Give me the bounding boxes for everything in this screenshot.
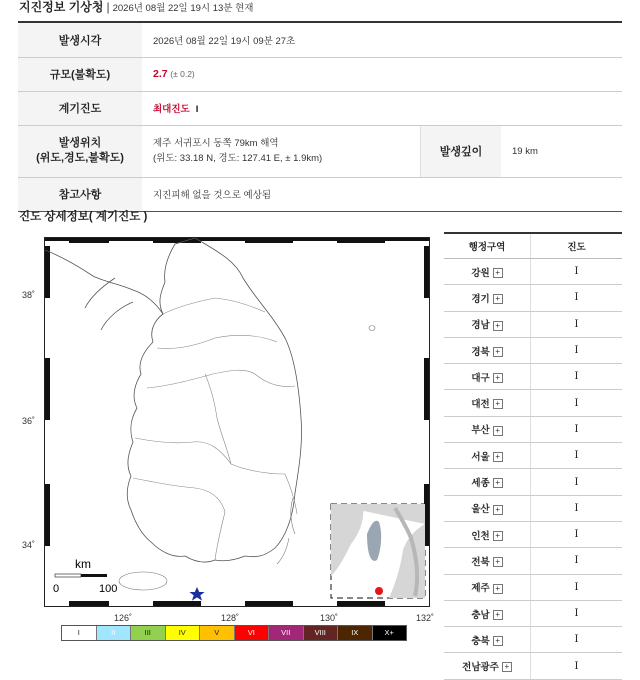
intensity-cell — [531, 416, 623, 442]
intensity-column-header: 진도 — [531, 233, 623, 259]
location-label — [18, 125, 142, 177]
region-row — [444, 311, 622, 337]
intensity-cell — [531, 337, 623, 363]
region-name: 강원 — [471, 267, 490, 279]
legend-item: III — [131, 626, 166, 640]
intensity-cell — [531, 495, 623, 521]
region-name: 인천 — [471, 530, 490, 542]
region-intensity: I — [574, 581, 579, 593]
region-name: 세종 — [471, 478, 490, 490]
intensity-cell — [531, 390, 623, 416]
location-value-line1: 제주 서귀포시 동쪽 79km 해역 — [153, 138, 279, 149]
depth-value: 19 km — [501, 125, 622, 177]
region-row — [444, 574, 622, 600]
lon-label-130: 130˚ — [320, 613, 339, 623]
inset-epicenter-marker — [375, 587, 383, 595]
region-name: 서울 — [471, 451, 490, 463]
region-cell — [444, 259, 531, 285]
expand-plus-icon[interactable]: + — [493, 478, 503, 488]
lat-label-34: 34˚ — [22, 540, 36, 550]
region-cell — [444, 495, 531, 521]
legend-item: VI — [235, 626, 270, 640]
expand-plus-icon[interactable]: + — [502, 662, 512, 672]
jeju-island — [119, 572, 167, 590]
region-name: 울산 — [471, 504, 490, 516]
region-intensity: I — [574, 608, 579, 619]
intensity-label: 계기진도 — [18, 91, 142, 125]
scale-end: 100 — [99, 583, 118, 595]
intensity-cell — [531, 548, 623, 574]
expand-plus-icon[interactable]: + — [493, 557, 503, 567]
expand-plus-icon[interactable]: + — [493, 373, 503, 383]
magnitude-label: 규모(불확도) — [18, 57, 142, 91]
legend-item: I — [62, 626, 97, 640]
region-row — [444, 600, 622, 626]
region-intensity: I — [574, 371, 579, 383]
expand-plus-icon[interactable]: + — [493, 347, 503, 357]
province-borders — [133, 298, 297, 560]
intensity-cell — [531, 364, 623, 390]
location-value — [142, 125, 421, 177]
region-row — [444, 443, 622, 469]
region-cell — [444, 600, 531, 626]
legend-item: X+ — [373, 626, 407, 640]
region-row — [444, 337, 622, 363]
region-name: 제주 — [471, 583, 490, 595]
expand-plus-icon[interactable]: + — [493, 610, 503, 620]
scale-unit: km — [75, 557, 91, 571]
region-row — [444, 259, 622, 285]
intensity-cell — [531, 521, 623, 547]
region-name: 대전 — [471, 399, 490, 411]
location-label-line2: (위도,경도,불확도) — [36, 152, 124, 164]
legend-item: IX — [338, 626, 373, 640]
note-value: 지진피해 없을 것으로 예상됨 — [142, 177, 622, 211]
region-column-header: 행정구역 — [444, 233, 531, 259]
magnitude-error: (± 0.2) — [170, 69, 195, 79]
expand-plus-icon[interactable]: + — [493, 584, 503, 594]
header-separator: | — [106, 0, 110, 14]
region-cell — [444, 390, 531, 416]
region-name: 전남광주 — [462, 662, 499, 674]
region-cell — [444, 521, 531, 547]
lat-label-38: 38˚ — [22, 290, 36, 300]
legend-item: V — [200, 626, 235, 640]
coastline — [45, 238, 302, 562]
scale-bar — [53, 557, 117, 595]
page-header — [19, 0, 253, 14]
region-cell — [444, 443, 531, 469]
region-name: 부산 — [471, 425, 490, 437]
region-name: 충남 — [471, 609, 490, 621]
depth-label: 발생깊이 — [421, 125, 502, 177]
time-value: 2026년 08월 22일 19시 09분 27초 — [142, 22, 622, 57]
region-intensity: I — [574, 450, 579, 462]
region-row — [444, 521, 622, 547]
region-cell — [444, 311, 531, 337]
expand-plus-icon[interactable]: + — [493, 636, 503, 646]
region-cell — [444, 337, 531, 363]
intensity-cell — [142, 91, 622, 125]
intensity-cell — [531, 574, 623, 600]
region-row — [444, 416, 622, 442]
region-name: 전북 — [471, 556, 490, 568]
region-intensity: I — [574, 555, 579, 567]
region-name: 대구 — [471, 372, 490, 384]
intensity-cell — [531, 259, 623, 285]
expand-plus-icon[interactable]: + — [493, 426, 503, 436]
page-title: 지진정보 기상청 — [19, 0, 104, 14]
intensity-cell — [531, 443, 623, 469]
expand-plus-icon[interactable]: + — [493, 321, 503, 331]
inset-map — [331, 504, 425, 598]
region-cell — [444, 653, 531, 679]
region-intensity: I — [574, 345, 579, 357]
lon-label-126: 126˚ — [114, 613, 133, 623]
header-timestamp: 2026년 08월 22일 19시 13분 현재 — [112, 3, 254, 14]
epicenter-star-icon — [189, 587, 204, 601]
lon-label-128: 128˚ — [221, 613, 240, 623]
intensity-cell — [531, 469, 623, 495]
legend-item: VIII — [304, 626, 339, 640]
expand-plus-icon[interactable]: + — [493, 505, 503, 515]
region-row — [444, 653, 622, 679]
region-intensity: I — [574, 476, 579, 488]
intensity-map — [44, 237, 430, 607]
region-cell — [444, 469, 531, 495]
earthquake-info-table — [18, 21, 622, 212]
lon-label-132: 132˚ — [416, 613, 435, 623]
region-intensity: I — [574, 502, 579, 514]
region-row — [444, 469, 622, 495]
magnitude-value: 2.7 — [153, 68, 168, 80]
region-cell — [444, 574, 531, 600]
region-cell — [444, 627, 531, 653]
expand-plus-icon[interactable]: + — [493, 399, 503, 409]
korea-map — [45, 238, 429, 606]
legend-item: IV — [166, 626, 201, 640]
region-row — [444, 627, 622, 653]
expand-plus-icon[interactable]: + — [493, 452, 503, 462]
intensity-cell — [531, 311, 623, 337]
region-cell — [444, 364, 531, 390]
ulleung-island — [369, 326, 375, 331]
lat-label-36: 36˚ — [22, 416, 36, 426]
intensity-cell — [531, 600, 623, 626]
region-intensity: I — [574, 397, 579, 409]
expand-plus-icon[interactable]: + — [493, 531, 503, 541]
intensity-legend — [61, 625, 407, 641]
intensity-cell — [531, 627, 623, 653]
legend-item: II — [97, 626, 132, 640]
scale-start: 0 — [53, 583, 60, 595]
expand-plus-icon[interactable]: + — [493, 294, 503, 304]
intensity-cell — [531, 285, 623, 311]
time-label: 발생시각 — [18, 22, 142, 57]
note-label: 참고사항 — [18, 177, 142, 211]
region-row — [444, 495, 622, 521]
region-row — [444, 285, 622, 311]
region-name: 경북 — [471, 346, 490, 358]
magnitude-cell — [142, 57, 622, 91]
region-intensity: I — [574, 529, 579, 541]
region-intensity: I — [574, 292, 579, 304]
max-intensity-text: 최대진도 — [153, 104, 190, 115]
region-row — [444, 390, 622, 416]
region-intensity: I — [574, 266, 579, 278]
region-intensity: I — [574, 423, 579, 435]
region-name: 경기 — [471, 293, 490, 305]
region-intensity: I — [574, 634, 579, 646]
max-intensity-value: I — [195, 104, 199, 115]
region-intensity-table — [444, 232, 622, 680]
intensity-cell — [531, 653, 623, 679]
location-label-line1: 발생위치 — [58, 137, 102, 149]
region-cell — [444, 548, 531, 574]
region-cell — [444, 285, 531, 311]
region-cell — [444, 416, 531, 442]
region-intensity: I — [574, 318, 579, 330]
legend-item: VII — [269, 626, 304, 640]
location-value-line2: (위도: 33.18 N, 경도: 127.41 E, ± 1.9km) — [153, 153, 323, 164]
region-intensity: I — [574, 660, 579, 672]
region-name: 충북 — [471, 635, 490, 647]
region-row — [444, 364, 622, 390]
region-row — [444, 548, 622, 574]
region-name: 경남 — [471, 320, 490, 332]
expand-plus-icon[interactable]: + — [493, 268, 503, 278]
section-title: 진도 상세정보( 계기진도 ) — [19, 211, 148, 223]
